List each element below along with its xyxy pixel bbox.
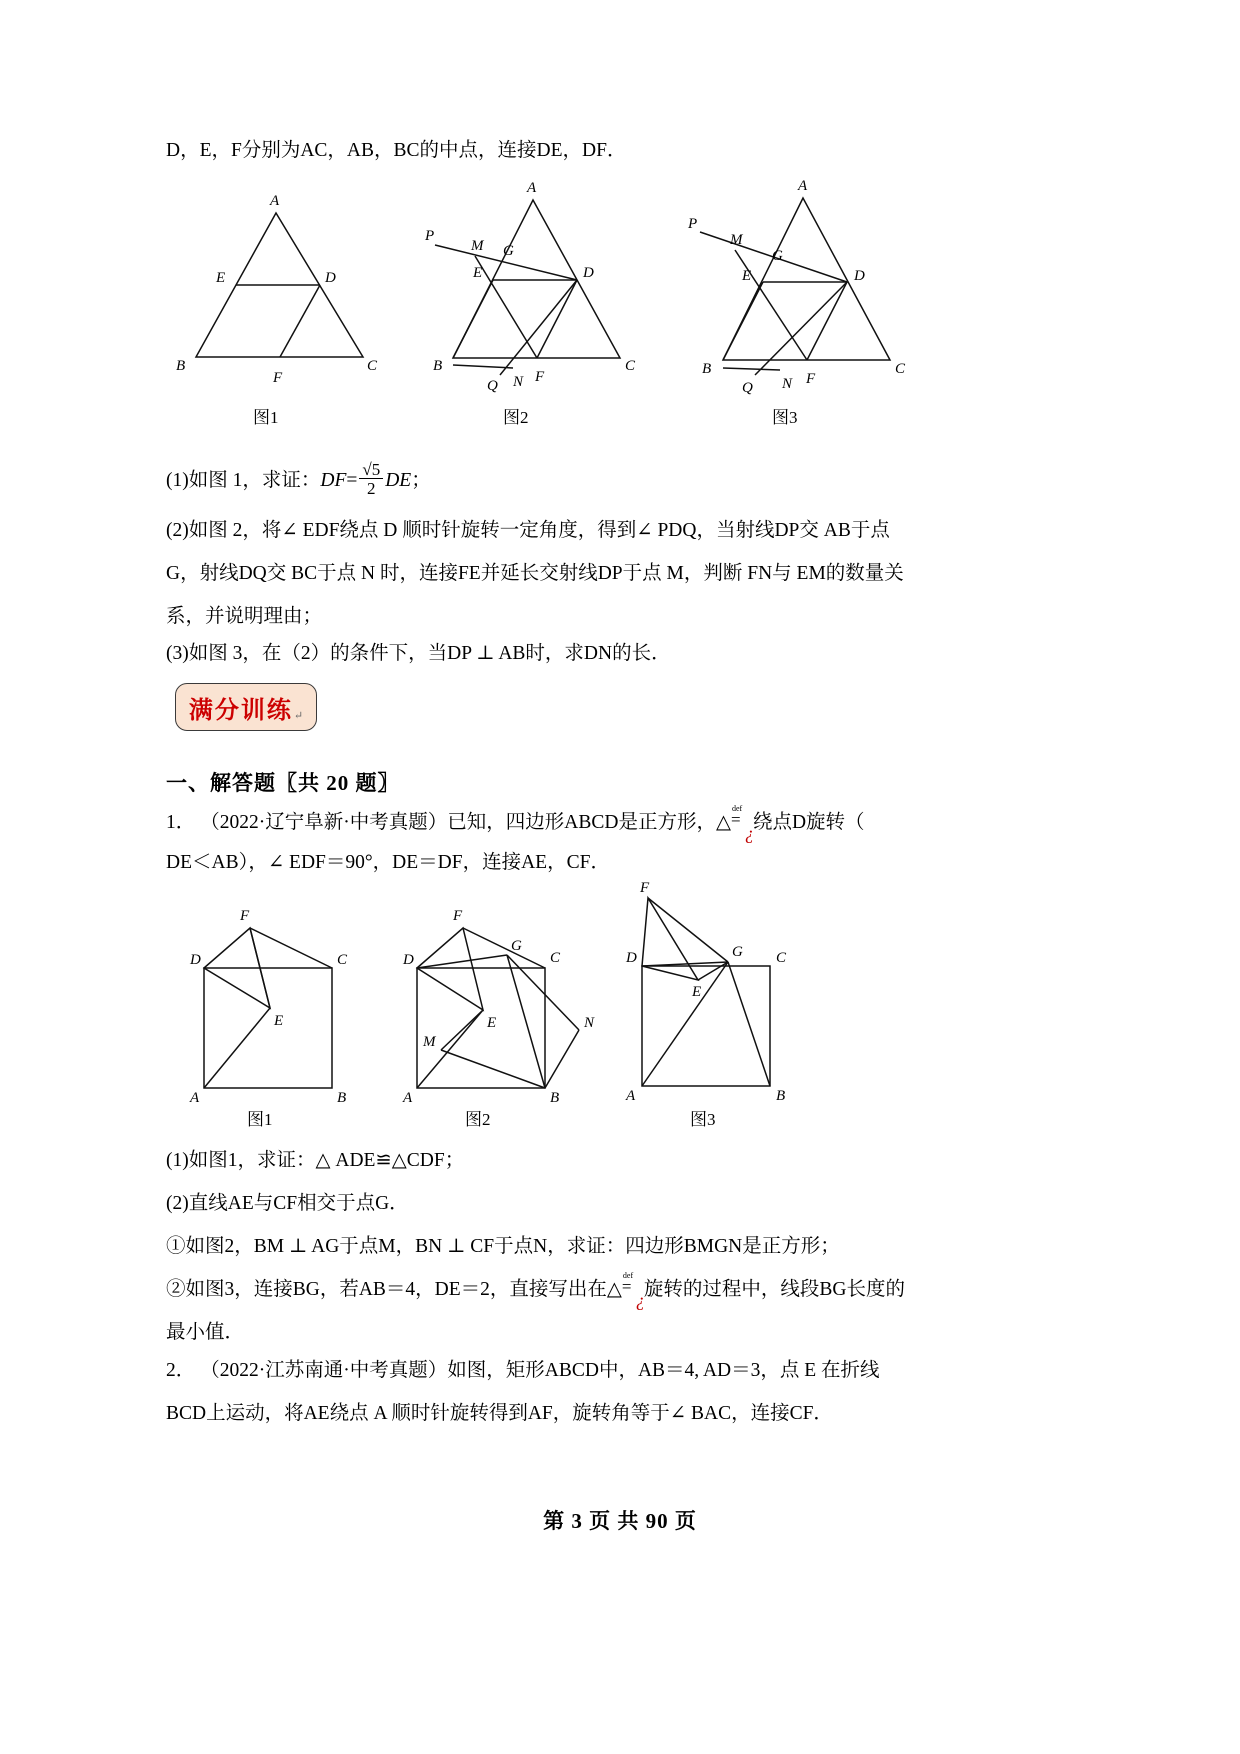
fig3-label-A: A [798, 178, 808, 194]
question-2-top-line1: (2)如图 2，将∠ EDF绕点 D 顺时针旋转一定角度，得到∠ PDQ，当射线DP交 AB于点 [166, 520, 890, 541]
problem-2-text: 如图，矩形ABCD中，AB＝4, AD＝3，点 E 在折线 [447, 1360, 880, 1381]
fig2-label-A: A [527, 180, 537, 196]
q1-fraction [359, 461, 383, 498]
badge-label: 满分训练 [188, 697, 293, 724]
p1f3-label-D: D [626, 950, 637, 966]
problem-1-number: 1． [166, 812, 196, 833]
fig3-label-G: G [772, 248, 783, 264]
p1f3-label-B: B [776, 1088, 786, 1104]
fig1-label-E: E [216, 270, 226, 286]
p1f2-label-C: C [550, 950, 561, 966]
p1f1-label-E: E [274, 1013, 284, 1029]
problem-2-number: 2． [166, 1360, 196, 1381]
fig2-label-D: D [583, 265, 594, 281]
fig2-label-G: G [503, 243, 514, 259]
figure-3-top [680, 170, 930, 427]
p1-subquestion-2a: ①如图2，BM ⊥ AG于点M，BN ⊥ CF于点N，求证：四边形BMGN是正方形； [166, 1236, 840, 1257]
p1-subquestion-1: (1)如图1，求证：△ ADE≌△CDF； [166, 1150, 465, 1171]
p1f2-label-D: D [403, 952, 414, 968]
p1-subquestion-2b [166, 1267, 905, 1313]
fig3-label-F: F [806, 371, 816, 387]
p1f2-label-A: A [403, 1090, 413, 1106]
fig1-label-B: B [176, 358, 186, 374]
p1-figure-1 [182, 900, 402, 1129]
def-equal-icon: def = ¿ [730, 804, 754, 843]
pilcrow-icon: ↵ [293, 710, 304, 722]
figure-1-caption: 图1 [253, 408, 279, 427]
fig3-label-B: B [702, 361, 712, 377]
fig2-label-P: P [425, 228, 435, 244]
p1-sub3-text-b: 旋转的过程中，线段BG长度的 [643, 1279, 906, 1300]
p1-figure-2-caption: 图2 [465, 1110, 491, 1129]
fig2-label-Q: Q [487, 378, 498, 394]
p1f1-label-F: F [240, 908, 250, 924]
fig2-label-B: B [433, 358, 443, 374]
section-title: 一、解答题〖共 20 题〗 [166, 771, 400, 795]
fig3-label-N: N [782, 376, 793, 392]
fig2-label-F: F [535, 369, 545, 385]
fig3-label-P: P [688, 216, 698, 232]
p1f1-label-A: A [190, 1090, 200, 1106]
fig1-label-C: C [367, 358, 378, 374]
p1f3-label-C: C [776, 950, 787, 966]
def-equal-icon-2: def = ¿ [621, 1271, 645, 1310]
problem-1-source: （2022·辽宁阜新·中考真题） [200, 812, 448, 833]
intro-line: D，E，F分别为AC，AB，BC的中点，连接DE，DF． [166, 140, 627, 161]
problem-2-source: （2022·江苏南通·中考真题） [200, 1360, 448, 1381]
p1f2-label-B: B [550, 1090, 560, 1106]
fig1-label-A: A [270, 193, 280, 209]
question-2-top-line3: 系，并说明理由； [166, 606, 323, 627]
fig2-label-N: N [513, 374, 524, 390]
p1f1-label-B: B [337, 1090, 347, 1106]
p1-figure-2 [395, 900, 625, 1129]
p1f2-label-F: F [453, 908, 463, 924]
figure-1-top [168, 185, 398, 427]
q1-lhs: DF [320, 470, 347, 491]
p1-figure-3-caption: 图3 [690, 1110, 716, 1129]
fig1-label-F: F [273, 370, 283, 386]
manfen-training-badge[interactable] [175, 683, 317, 731]
problem-1-text-a: 已知，四边形ABCD是正方形，△ [447, 812, 731, 833]
p1-subquestion-2: (2)直线AE与CF相交于点G． [166, 1193, 409, 1214]
figure-3-caption: 图3 [772, 408, 798, 427]
fig3-label-Q: Q [742, 380, 753, 396]
problem-1-line2: DE＜AB），∠ EDF＝90°，DE＝DF，连接AE，CF． [166, 852, 610, 873]
p1f1-label-D: D [190, 952, 201, 968]
problem-2-line2: BCD上运动，将AE绕点 A 顺时针旋转得到AF，旋转角等于∠ BAC，连接CF． [166, 1403, 833, 1424]
fig3-label-C: C [895, 361, 906, 377]
q1-frac-numerator: √5 [359, 461, 383, 479]
page-footer: 第 3 页 共 90 页 [543, 1509, 697, 1533]
p1f3-label-F: F [640, 880, 650, 896]
p1f2-label-N: N [584, 1015, 595, 1031]
p1f3-label-A: A [626, 1088, 636, 1104]
p1-figure-3 [620, 880, 850, 1129]
p1f2-label-M: M [423, 1034, 436, 1050]
fig1-label-D: D [325, 270, 336, 286]
problem-1-text-b: 绕点D旋转（ [752, 812, 865, 833]
figure-2-top [415, 170, 665, 427]
fig3-label-E: E [742, 268, 752, 284]
p1f3-label-G: G [732, 944, 743, 960]
p1f3-label-E: E [692, 984, 702, 1000]
q1-rhs: DE [385, 470, 412, 491]
fig2-label-E: E [473, 265, 483, 281]
p1-figure-1-caption: 图1 [247, 1110, 273, 1129]
question-3-top-line1: (3)如图 3，在（2）的条件下，当DP ⊥ AB时，求DN的长． [166, 643, 671, 664]
question-2-top-line2: G，射线DQ交 BC于点 N 时，连接FE并延长交射线DP于点 M，判断 FN与 EM的数量关 [166, 563, 904, 584]
fig2-label-M: M [471, 238, 484, 254]
p1-sub3-text-a: ②如图3，连接BG，若AB＝4，DE＝2，直接写出在△ [166, 1279, 622, 1300]
p1-subquestion-2c: 最小值． [166, 1322, 245, 1343]
p1f2-label-G: G [511, 938, 522, 954]
problem-2-line1 [166, 1348, 880, 1394]
fig3-label-D: D [854, 268, 865, 284]
question-1-top: (1)如图 1，求证：DF= $\frac{√5}{2}$ DE； [166, 460, 431, 498]
figure-2-caption: 图2 [503, 408, 529, 427]
fig3-label-M: M [730, 232, 743, 248]
p1f1-label-C: C [337, 952, 348, 968]
fig2-label-C: C [625, 358, 636, 374]
q1-frac-denominator: 2 [367, 479, 376, 498]
p1f2-label-E: E [487, 1015, 497, 1031]
